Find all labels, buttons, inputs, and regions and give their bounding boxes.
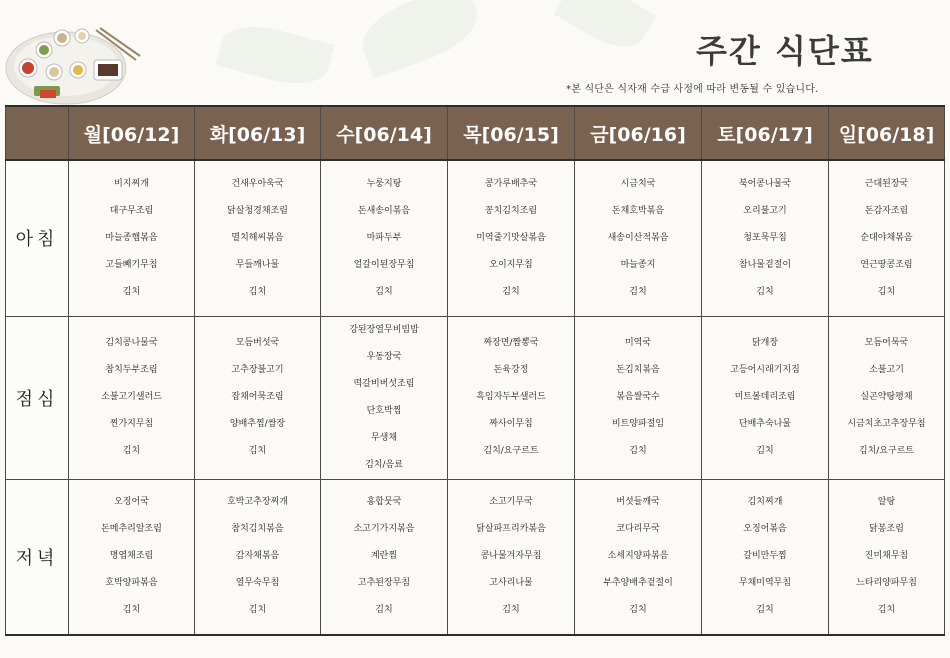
menu-item: 고들빼기무침	[105, 259, 158, 270]
menu-item: 닭살청경채조림	[227, 205, 288, 216]
menu-cell	[575, 479, 702, 635]
menu-item: 짜사이무침	[489, 419, 533, 429]
menu-item: 오징어국	[114, 497, 149, 508]
menu-item: 김치	[122, 605, 141, 616]
menu-item: 돈감자조림	[864, 205, 909, 216]
menu-cell	[321, 479, 448, 635]
menu-item: 모듬버섯국	[235, 338, 280, 348]
menu-cell	[829, 316, 945, 479]
menu-cell	[69, 316, 195, 479]
notice-text: *본 식단은 식자재 수급 사정에 따라 변동될 수 있습니다.	[566, 84, 819, 95]
day-header: 목[06/15]	[448, 106, 575, 160]
menu-item: 멸치해씨볶음	[231, 232, 284, 243]
menu-cell	[321, 160, 448, 316]
meal-row	[6, 316, 945, 479]
menu-item: 김치/요구르트	[483, 446, 539, 456]
menu-item: 콩가루배추국	[484, 178, 538, 189]
menu-item: 연근땅콩조림	[860, 259, 913, 270]
menu-item: 호박고추장찌개	[227, 497, 288, 508]
day-header: 월[06/12]	[69, 106, 195, 160]
menu-item: 김치	[248, 446, 267, 456]
menu-item: 청포묵무침	[743, 232, 787, 243]
menu-item: 명엽채조림	[109, 551, 154, 562]
meal-label: 저녁	[6, 479, 69, 635]
menu-cell	[829, 160, 945, 316]
menu-item: 고사리나물	[489, 578, 533, 589]
menu-item: 참치두부조림	[105, 365, 158, 375]
menu-item: 김치	[248, 605, 267, 616]
menu-item: 닭살파프리카볶음	[476, 524, 546, 535]
menu-cell	[575, 160, 702, 316]
menu-item: 김치	[756, 286, 774, 297]
menu-cell	[702, 160, 829, 316]
leaf-decoration	[353, 0, 486, 79]
menu-item: 김치	[375, 286, 393, 297]
menu-item: 진미채무침	[864, 551, 909, 562]
menu-cell	[448, 316, 575, 479]
menu-item: 김치/음료	[365, 459, 403, 470]
day-header: 금[06/16]	[575, 106, 702, 160]
menu-item: 소불고기샐러드	[101, 392, 162, 402]
menu-item: 마늘종햄볶음	[105, 232, 158, 243]
menu-item: 단호박찜	[366, 405, 402, 416]
menu-item: 비트양파절임	[611, 419, 665, 429]
menu-item: 미역국	[624, 338, 652, 348]
menu-item: 실곤약탕평채	[860, 392, 913, 402]
menu-item: 참치김치볶음	[231, 524, 284, 535]
menu-item: 새송이산적볶음	[607, 232, 669, 243]
menu-item: 누룽지탕	[366, 178, 402, 189]
menu-item: 돈김치볶음	[616, 365, 660, 375]
menu-cell	[69, 160, 195, 316]
menu-item: 순대야채볶음	[860, 232, 913, 243]
menu-item: 고추장불고기	[231, 365, 284, 375]
menu-cell	[702, 316, 829, 479]
menu-item: 우동장국	[366, 351, 402, 362]
day-header: 화[06/13]	[195, 106, 321, 160]
menu-item: 강된장열무비빔밥	[349, 324, 419, 335]
menu-item: 콩나물겨자무침	[480, 551, 542, 562]
menu-item: 닭개장	[751, 338, 779, 348]
leaf-decoration	[215, 17, 334, 94]
menu-item: 김치	[629, 286, 647, 297]
menu-item: 김치	[502, 605, 520, 616]
menu-item: 북어콩나물국	[738, 178, 792, 189]
menu-cell	[575, 316, 702, 479]
menu-cell	[195, 479, 321, 635]
menu-item: 꽁치김치조림	[484, 205, 538, 216]
menu-item: 얼갈이된장무침	[353, 259, 415, 270]
menu-item: 오리불고기	[743, 205, 787, 216]
menu-item: 단배추숙나물	[738, 419, 792, 429]
menu-item: 알탕	[877, 497, 896, 508]
leaf-decoration	[554, 0, 657, 59]
menu-item: 김치	[122, 446, 141, 456]
menu-item: 돈새송이볶음	[357, 205, 411, 216]
menu-item: 마늘종지	[620, 259, 656, 270]
menu-item: 감자채볶음	[235, 551, 280, 562]
menu-item: 무채미역무침	[738, 578, 792, 589]
day-header: 토[06/17]	[702, 106, 829, 160]
menu-item: 김치	[502, 286, 520, 297]
menu-item: 계란찜	[370, 551, 398, 562]
menu-item: 소고기가지볶음	[353, 524, 415, 535]
meal-row	[6, 479, 945, 635]
day-header: 일[06/18]	[829, 106, 945, 160]
menu-item: 무생채	[370, 432, 398, 443]
menu-item: 떡갈비버섯조림	[353, 378, 415, 389]
menu-item: 호박양파볶음	[105, 578, 158, 589]
menu-item: 잡채어묵조림	[231, 392, 284, 402]
menu-cell	[321, 316, 448, 479]
menu-item: 미트볼데리조림	[734, 392, 796, 402]
menu-item: 홍합뭇국	[366, 497, 402, 508]
menu-item: 소불고기	[869, 365, 904, 375]
menu-item: 마파두부	[366, 232, 402, 243]
menu-item: 소세지양파볶음	[607, 551, 669, 562]
menu-item: 시금치초고추장무침	[847, 419, 926, 429]
menu-item: 김치콩나물국	[105, 338, 158, 348]
menu-cell	[702, 479, 829, 635]
menu-item: 김치	[877, 605, 896, 616]
menu-item: 돈채호박볶음	[611, 205, 665, 216]
day-header: 수[06/14]	[321, 106, 448, 160]
menu-item: 코다리무국	[616, 524, 660, 535]
day-header-row	[6, 106, 945, 160]
menu-item: 김치찌개	[747, 497, 783, 508]
corner-cell	[6, 106, 69, 160]
menu-cell	[195, 316, 321, 479]
menu-item: 무들깨나물	[235, 259, 280, 270]
menu-item: 버섯들깨국	[616, 497, 660, 508]
menu-item: 오이지무침	[489, 259, 533, 270]
menu-item: 돈육강정	[493, 365, 529, 375]
menu-item: 김치	[248, 286, 267, 297]
menu-cell	[195, 160, 321, 316]
menu-cell	[448, 160, 575, 316]
menu-item: 대구무조림	[109, 205, 154, 216]
menu-item: 돈메추리알조림	[101, 524, 162, 535]
menu-item: 김치	[877, 286, 896, 297]
menu-item: 근대된장국	[864, 178, 909, 189]
menu-item: 모듬어묵국	[864, 338, 909, 348]
menu-item: 흑임자두부샐러드	[476, 392, 546, 402]
menu-item: 갈비만두찜	[743, 551, 787, 562]
menu-item: 김치/요구르트	[858, 446, 915, 456]
menu-item: 건새우아욱국	[231, 178, 284, 189]
menu-item: 찐가지무침	[109, 419, 154, 429]
menu-item: 짜장면/짬뽕국	[483, 338, 539, 348]
menu-item: 느타리양파무침	[856, 578, 917, 589]
menu-item: 참나물겉절이	[738, 259, 792, 270]
menu-item: 김치	[629, 605, 647, 616]
menu-item: 오징어볶음	[743, 524, 787, 535]
menu-item: 김치	[375, 605, 393, 616]
menu-item: 미역줄기맛살볶음	[476, 232, 546, 243]
meal-label: 아침	[6, 160, 69, 316]
menu-item: 부추양배추겉절이	[603, 578, 673, 589]
menu-cell	[448, 479, 575, 635]
menu-cell	[829, 479, 945, 635]
menu-item: 시금치국	[620, 178, 656, 189]
menu-item: 고등어시래기지짐	[730, 365, 800, 375]
menu-item: 볶음쌀국수	[616, 392, 660, 402]
menu-item: 김치	[756, 446, 774, 456]
weekly-menu-table	[5, 105, 945, 636]
menu-item: 양배추찜/쌈장	[229, 419, 286, 429]
menu-item: 소고기무국	[489, 497, 533, 508]
menu-item: 열무숙무침	[235, 578, 280, 589]
page-title: 주간 식단표	[696, 32, 874, 70]
menu-item: 김치	[122, 286, 141, 297]
food-plate-image	[4, 20, 142, 106]
menu-item: 닭봉조림	[869, 524, 904, 535]
meal-row	[6, 160, 945, 316]
meal-label: 점심	[6, 316, 69, 479]
menu-cell	[69, 479, 195, 635]
menu-item: 비지찌개	[114, 178, 149, 189]
menu-item: 고추된장무침	[357, 578, 411, 589]
menu-item: 김치	[629, 446, 647, 456]
menu-item: 김치	[756, 605, 774, 616]
